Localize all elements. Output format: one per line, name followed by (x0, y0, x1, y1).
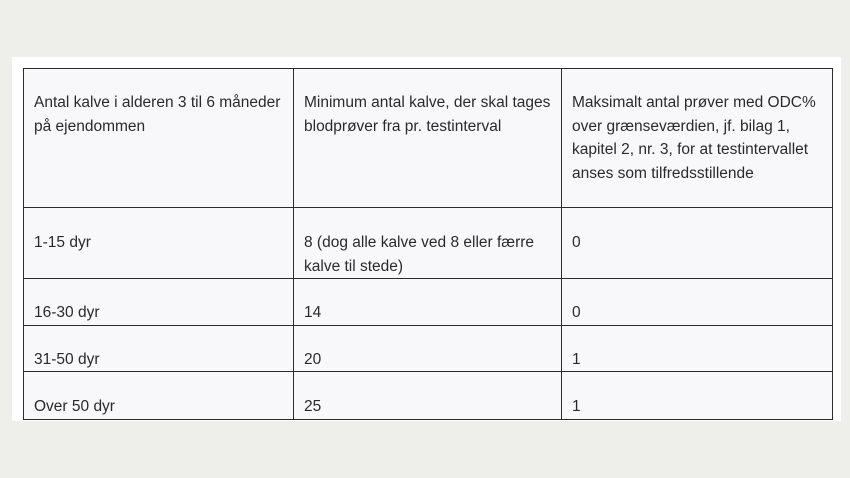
cell-minimum-samples: 8 (dog alle kalve ved 8 eller færre kalve til stede) (294, 208, 562, 279)
cell-max-over-threshold: 0 (562, 279, 833, 326)
table-header-row (24, 69, 833, 208)
cell-max-over-threshold: 0 (562, 208, 833, 279)
table-row (24, 208, 833, 279)
table-row (24, 279, 833, 326)
cell-herd-size: 16-30 dyr (24, 279, 294, 326)
cell-minimum-samples: 14 (294, 279, 562, 326)
cell-max-over-threshold: 1 (562, 372, 833, 420)
cell-herd-size: 1-15 dyr (24, 208, 294, 279)
cell-max-over-threshold: 1 (562, 325, 833, 372)
slide-page (12, 57, 841, 421)
header-cell-calves-count: Antal kalve i alderen 3 til 6 måneder på ejendommen (24, 69, 294, 208)
cell-herd-size: 31-50 dyr (24, 325, 294, 372)
table-row (24, 325, 833, 372)
header-cell-minimum-samples: Minimum antal kalve, der skal tages blodprøver fra pr. testinterval (294, 69, 562, 208)
cell-minimum-samples: 20 (294, 325, 562, 372)
table-row (24, 372, 833, 420)
header-cell-max-samples-over-threshold: Maksimalt antal prøver med ODC% over grænseværdien, jf. bilag 1, kapitel 2, nr. 3, for at testintervallet anses som tilfredsstillende (562, 69, 833, 208)
sampling-requirements-table (23, 68, 833, 420)
cell-herd-size: Over 50 dyr (24, 372, 294, 420)
cell-minimum-samples: 25 (294, 372, 562, 420)
